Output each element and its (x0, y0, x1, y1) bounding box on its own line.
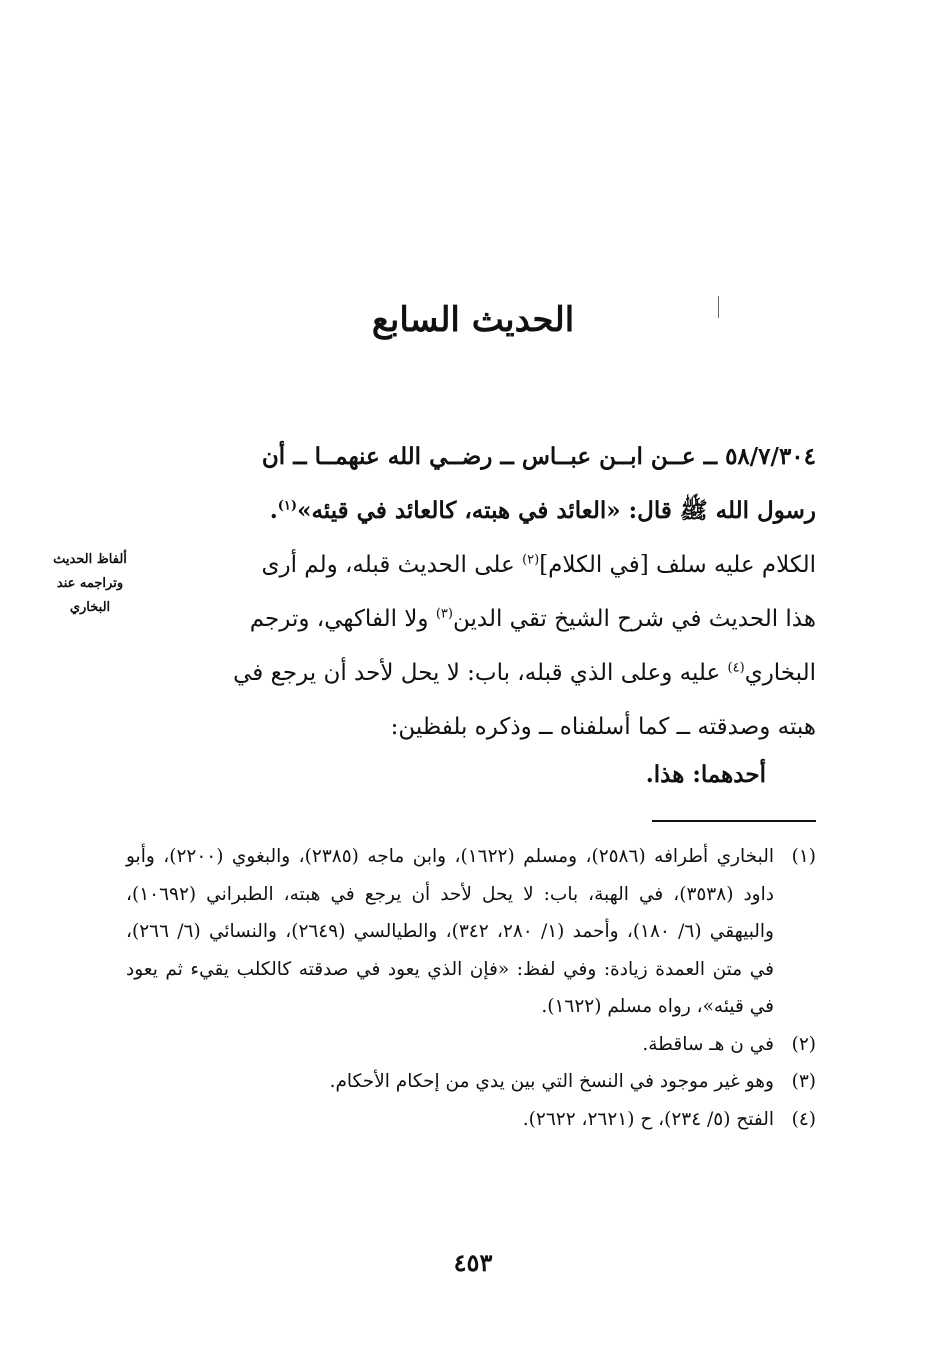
margin-note-line-3: البخاري (69, 600, 111, 615)
footnote-ref-3: (٣) (435, 606, 453, 622)
para-line-4: هبته وصدقته ــ كما أسلفناه ــ وذكره بلفظين: (390, 714, 816, 740)
footnote-item (126, 838, 816, 1026)
footnote-item (126, 1101, 816, 1139)
para-line-1 (130, 538, 816, 592)
footnote-text: وهو غير موجود في النسخ التي بين يدي من إحكام الأحكام. (329, 1071, 774, 1092)
footnote-ref-2: (٢) (522, 552, 540, 568)
footnotes (126, 838, 816, 1138)
footnote-number: (٣) (791, 1071, 816, 1092)
para-line-1a: الكلام عليه سلف [في الكلام] (539, 552, 816, 578)
first-wording-line: أحدهما: هذا. (645, 761, 766, 788)
para-line-2a: هذا الحديث في شرح الشيخ تقي الدين (452, 606, 816, 632)
para-line-3a: البخاري (744, 660, 816, 686)
footnote-item (126, 1063, 816, 1101)
footnote-text: الفتح (٥/ ٢٣٤)، ح (٢٦٢١، ٢٦٢٢). (522, 1108, 774, 1130)
hadith-line-2: رسول الله ﷺ قال: «العائد في هبته، كالعائد في قيئه»$^{(١)}$. (269, 497, 816, 524)
margin-note-line-1: ألفاظ الحديث (53, 552, 127, 567)
page-heading: الحديث السابع (371, 300, 575, 340)
footnote-ref-1: (١) (277, 498, 298, 514)
para-line-2b: ولا الفاكهي، وترجم (249, 606, 436, 632)
page-number: ٤٥٣ (453, 1248, 493, 1277)
footnote-ref-4: (٤) (727, 660, 745, 676)
hadith-line-1: ٥٨/٧/٣٠٤ ــ عــن ابــن عبــاس ــ رضــي الله عنهمــا ــ أن (261, 443, 816, 470)
hadith-text (130, 430, 816, 538)
para-line-2 (130, 592, 816, 646)
footnote-text: في ن هـ ساقطة. (642, 1033, 774, 1055)
hadith-line-2-text: رسول الله ﷺ قال: «العائد في هبته، كالعائد في قيئه» (297, 497, 816, 524)
footnote-item (126, 1026, 816, 1064)
footnote-number: (١) (791, 846, 816, 867)
para-line-1b: على الحديث قبله، ولم أرى (261, 552, 523, 578)
footnote-divider (652, 820, 816, 822)
para-line-3 (130, 646, 816, 700)
commentary-paragraph (130, 538, 816, 754)
para-line-3b: عليه وعلى الذي قبله، باب: لا يحل لأحد أن يرجع في (233, 660, 728, 686)
footnote-number: (٢) (791, 1033, 816, 1055)
margin-note (44, 548, 136, 620)
footnote-number: (٤) (791, 1108, 816, 1130)
margin-note-line-2: وتراجمه عند (56, 576, 124, 591)
footnote-text: البخاري أطرافه (٢٥٨٦)، ومسلم (١٦٢٢)، وابن ماجه (٢٣٨٥)، والبغوي (٢٢٠٠)، وأبو داود (٣٥٣٨)، في الهبة، باب: لا يحل لأحد أن يرجع في هبته، الطبراني (١٠٦٩٢)، والبيهقي (٦/ ١٨٠)، وأحمد (١/ ٢٨٠، ٣٤٢)، والطيالسي (٢٦٤٩)، والنسائي (٦/ ٢٦٦)، في متن العمدة زيادة: وفي لفظ: «فإن الذي يعود في صدقته كالكلب يقيء ثم يعود في قيئه»، رواه مسلم (١٦٢٢). (126, 846, 774, 1017)
